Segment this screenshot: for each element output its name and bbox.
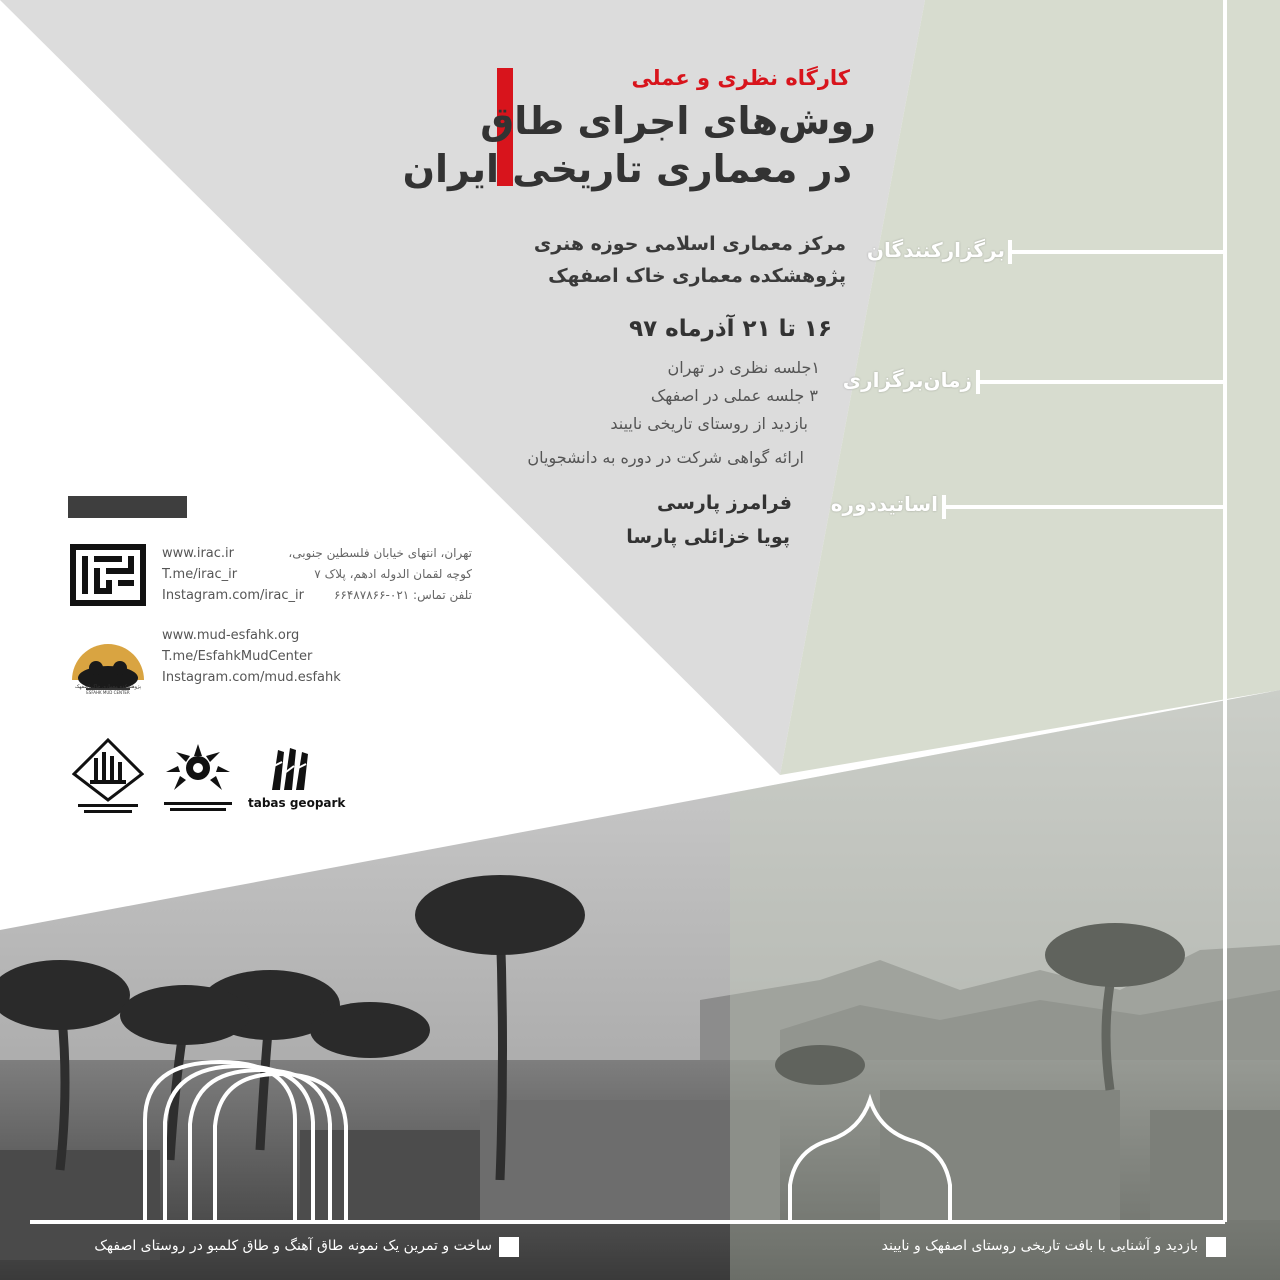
schedule-item: ۳ جلسه عملی در اصفهک bbox=[650, 386, 818, 405]
footer-bullet-left bbox=[499, 1237, 519, 1257]
footer-bullet-right bbox=[1206, 1237, 1226, 1257]
tabas-geopark-label: tabas geopark bbox=[248, 796, 346, 810]
irac-address bbox=[262, 543, 472, 606]
irac-address-line: تهران، انتهای خیابان فلسطین جنوبی، bbox=[288, 546, 472, 560]
organizer-1: مرکز معماری اسلامی حوزه هنری bbox=[533, 233, 846, 255]
workshop-subtitle: کارگاه نظری و عملی bbox=[631, 66, 850, 90]
footer-note-right: بازدید و آشنایی با بافت تاریخی روستای اصفهک و ناییند bbox=[881, 1238, 1198, 1254]
time-label: زمان‌برگزاری bbox=[842, 368, 972, 392]
tabas-geopark-logo-icon bbox=[268, 746, 310, 792]
irac-phone: تلفن تماس: ۰۲۱-۶۶۴۸۷۸۶۶ bbox=[333, 588, 472, 602]
mud-website-link[interactable]: www.mud-esfahk.org bbox=[162, 628, 300, 643]
irac-logo-icon bbox=[70, 544, 146, 606]
footer-note-left: ساخت و تمرین یک نمونه طاق آهنگ و طاق کلمبو در روستای اصفهک bbox=[94, 1238, 492, 1254]
mud-links bbox=[162, 625, 341, 688]
sponsor-logo-1-icon bbox=[72, 738, 144, 816]
irac-address-line: کوچه لقمان الدوله ادهم، پلاک ۷ bbox=[314, 567, 472, 581]
organizers-label: برگزارکنندگان bbox=[866, 238, 1005, 262]
instructors-label: اساتیددوره bbox=[830, 492, 938, 516]
mud-instagram-link[interactable]: Instagram.com/mud.esfahk bbox=[162, 670, 341, 685]
mud-logo-caption-en: ESFAHK MUD CENTER bbox=[86, 690, 130, 695]
sponsor-logo-2-icon bbox=[160, 742, 236, 816]
divider-bar bbox=[68, 496, 187, 518]
schedule-item: ارائه گواهی شرکت در دوره به دانشجویان bbox=[527, 448, 804, 467]
irac-telegram-link[interactable]: T.me/irac_ir bbox=[162, 567, 238, 582]
irac-instagram-link[interactable]: Instagram.com/irac_ir bbox=[162, 588, 304, 603]
schedule-item: ۱جلسه نظری در تهران bbox=[667, 358, 820, 377]
mud-logo-caption: پژوهشکده معماری خاک اصفهک bbox=[74, 684, 142, 690]
workshop-title-line2: در معماری تاریخی ایران bbox=[402, 147, 852, 191]
irac-website-link[interactable]: www.irac.ir bbox=[162, 546, 234, 561]
workshop-title-line1: روش‌های اجرای طاق bbox=[480, 99, 876, 143]
instructor-2: پویا خزائلی پارسا bbox=[626, 526, 790, 548]
organizer-2: پژوهشکده معماری خاک اصفهک bbox=[548, 265, 846, 287]
schedule-item: بازدید از روستای تاریخی ناییند bbox=[610, 414, 808, 433]
mud-telegram-link[interactable]: T.me/EsfahkMudCenter bbox=[162, 649, 313, 664]
workshop-date: ۱۶ تا ۲۱ آذرماه ۹۷ bbox=[629, 316, 832, 342]
instructor-1: فرامرز پارسی bbox=[656, 492, 792, 514]
